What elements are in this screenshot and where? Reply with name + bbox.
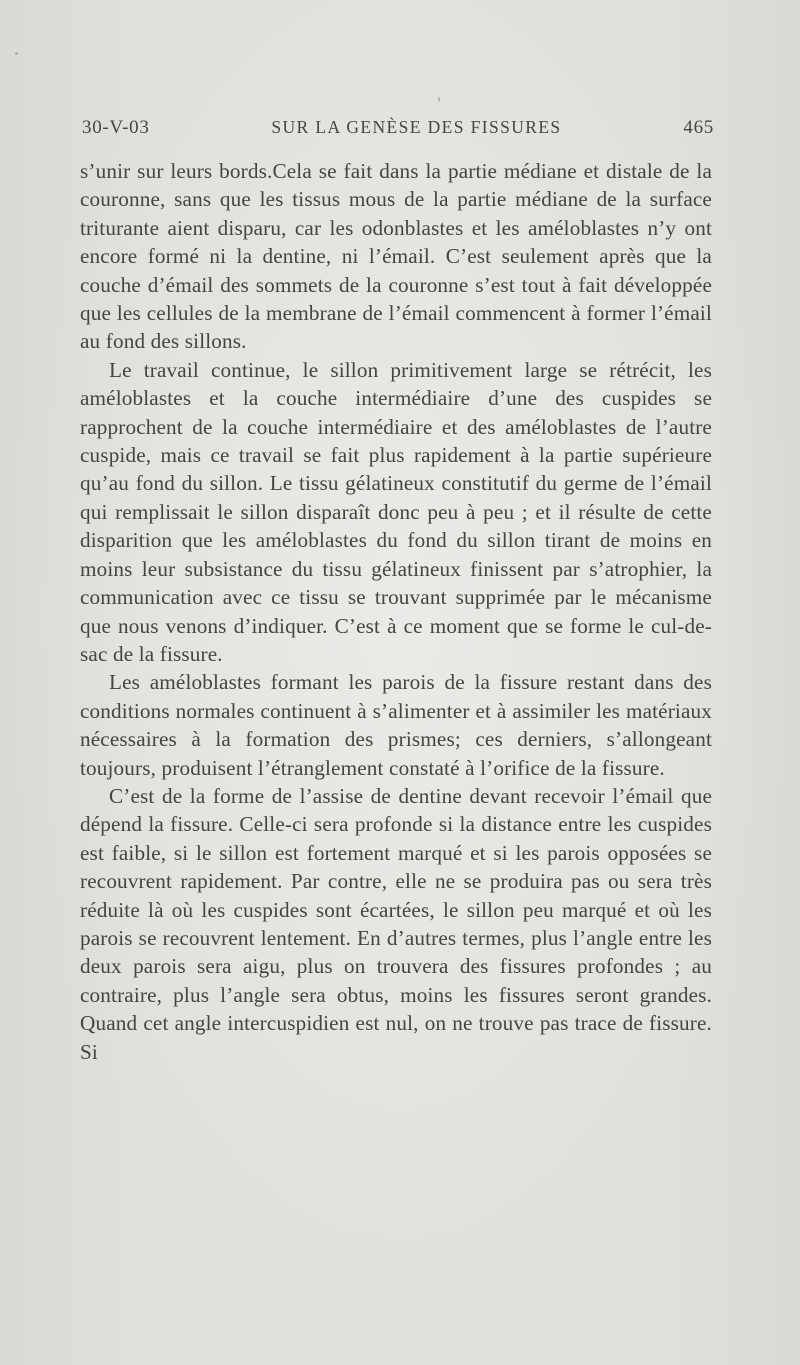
paragraph-4: C’est de la forme de l’assise de dentine devant recevoir l’émail que dépend la fissure. Celle-ci sera profonde si la distance entre les cuspides est faible, si le sillon est fortement marqué et si les parois opposées se recouvrent rapidement. Par contre, elle ne se produira pas ou sera très réduite là où les cuspides sont écartées, le sillon peu marqué et où les parois se recouvrent lentement. En d’autres termes, plus l’angle entre les deux parois sera aigu, plus on trouvera des fissures profondes ; au contraire, plus l’angle sera obtus, moins les fissures seront grandes. Quand cet angle intercuspidien est nul, on ne trouve pas trace de fissure. Si — [80, 783, 712, 1064]
running-header — [82, 117, 714, 147]
running-title: SUR LA GENÈSE DES FISSURES — [271, 117, 562, 137]
paragraph-1: s’unir sur leurs bords.Cela se fait dans la partie médiane et distale de la couronne, sans que les tissus mous de la partie médiane de la surface triturante aient disparu, car les odonblastes et les améloblastes n’y ont encore formé ni la dentine, ni l’émail. C’est seulement après que la couche d’émail des sommets de la couronne s’est tout à fait développée que les cellules de la membrane de l’émail commencent à former l’émail au fond des sillons. — [80, 159, 712, 354]
header-date: 30-V-03 — [82, 117, 150, 138]
paper-speck — [15, 52, 18, 55]
page-number: 465 — [683, 117, 714, 138]
paragraph-2: Le travail continue, le sillon primitivement large se rétrécit, les améloblastes et la couche intermédiaire d’une des cuspides se rapprochent de la couche intermédiaire et des améloblastes de l’autre cuspide, mais ce travail se fait plus rapidement à la partie supérieure qu’au fond du sillon. Le tissu gélatineux constitutif du germe de l’émail qui remplissait le sillon disparaît donc peu à peu ; et il résulte de cette disparition que les améloblastes du fond du sillon tirant de moins en moins leur subsistance du tissu gélatineux finissent par s’atrophier, la communication avec ce tissu se trouvant supprimée par le mécanisme que nous venons d’indiquer. C’est à ce moment que se forme le cul-de-sac de la fissure. — [80, 357, 712, 666]
paper-speck — [438, 97, 440, 102]
paper-speck — [123, 913, 125, 915]
paragraph-3: Les améloblastes formant les parois de la fissure restant dans des conditions normales continuent à s’alimenter et à assimiler les matériaux nécessaires à la formation des prismes; ces derniers, s’allongeant toujours, produisent l’étranglement constaté à l’orifice de la fissure. — [80, 670, 712, 780]
body-text — [80, 157, 712, 1066]
